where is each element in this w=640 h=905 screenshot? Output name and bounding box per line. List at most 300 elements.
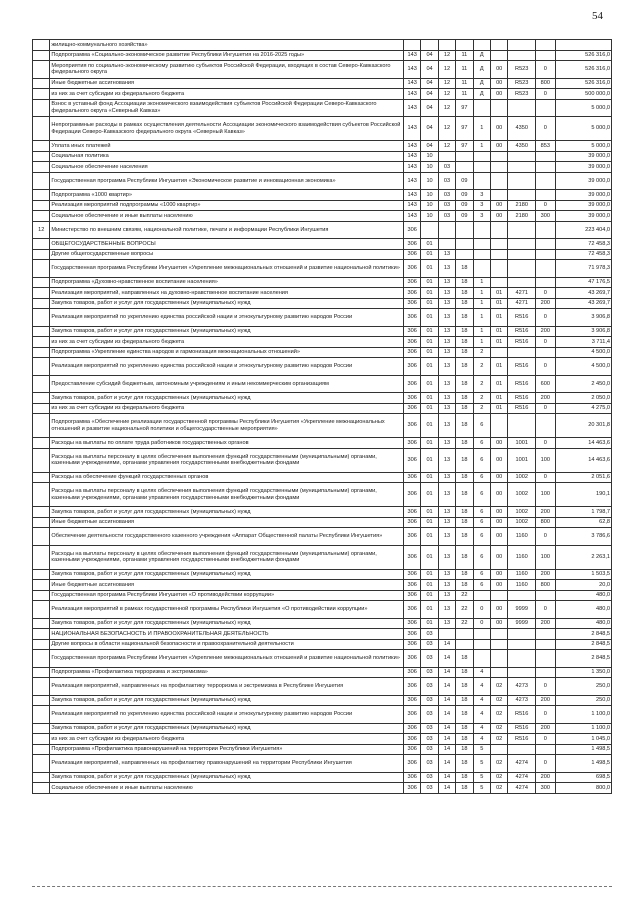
cell-no bbox=[33, 99, 50, 117]
cell-cs1: 18 bbox=[456, 545, 473, 569]
table-row bbox=[33, 783, 612, 794]
cell-ved: 306 bbox=[403, 528, 420, 546]
cell-name: Государственная программа Республики Ингушетия «Экономическое развитие и инновационная экономика» bbox=[50, 172, 404, 190]
cell-cs4 bbox=[508, 221, 536, 239]
table-row bbox=[33, 618, 612, 629]
cell-cs1: 18 bbox=[456, 569, 473, 580]
cell-pr: 13 bbox=[438, 249, 455, 260]
cell-no bbox=[33, 438, 50, 449]
cell-cs1: 18 bbox=[456, 277, 473, 288]
cell-cs3 bbox=[490, 744, 507, 755]
cell-sum: 62,8 bbox=[555, 517, 611, 528]
cell-pr bbox=[438, 239, 455, 250]
footer-divider bbox=[32, 886, 612, 887]
cell-pr: 13 bbox=[438, 326, 455, 337]
cell-rz: 03 bbox=[421, 772, 438, 783]
table-row bbox=[33, 472, 612, 483]
cell-cs2: Д bbox=[473, 50, 490, 61]
cell-cs2: 1 bbox=[473, 326, 490, 337]
cell-ved: 306 bbox=[403, 545, 420, 569]
cell-cs1: 18 bbox=[456, 667, 473, 678]
table-row bbox=[33, 40, 612, 51]
cell-cs4: 4350 bbox=[508, 141, 536, 152]
cell-rz: 01 bbox=[421, 288, 438, 299]
cell-no bbox=[33, 260, 50, 278]
cell-pr: 13 bbox=[438, 590, 455, 601]
cell-name: жилищно-коммунального хозяйства» bbox=[50, 40, 404, 51]
cell-no bbox=[33, 89, 50, 100]
cell-rz: 01 bbox=[421, 618, 438, 629]
cell-cs2: 1 bbox=[473, 309, 490, 327]
cell-cs4: R523 bbox=[508, 89, 536, 100]
cell-cs3: 01 bbox=[490, 358, 507, 376]
cell-rz: 04 bbox=[421, 50, 438, 61]
cell-cs2: 4 bbox=[473, 706, 490, 724]
cell-rz: 01 bbox=[421, 448, 438, 472]
cell-cs2: 2 bbox=[473, 347, 490, 358]
cell-pr: 13 bbox=[438, 393, 455, 404]
cell-ved: 306 bbox=[403, 601, 420, 619]
cell-vr: 0 bbox=[536, 734, 555, 745]
cell-cs4: 1160 bbox=[508, 545, 536, 569]
cell-name: Расходы на выплаты персоналу в целях обеспечения выполнения функций государственными (муниципальными) органами, казенными учреждениями, органами управления государственными внебюджетными фондами bbox=[50, 545, 404, 569]
cell-no bbox=[33, 211, 50, 222]
cell-rz: 03 bbox=[421, 678, 438, 696]
cell-vr bbox=[536, 414, 555, 438]
cell-cs3: 00 bbox=[490, 528, 507, 546]
cell-cs4: 4350 bbox=[508, 117, 536, 141]
cell-pr: 13 bbox=[438, 260, 455, 278]
cell-name: Подпрограмма «Укрепление единства народов и гармонизация межнациональных отношений» bbox=[50, 347, 404, 358]
cell-vr: 200 bbox=[536, 723, 555, 734]
cell-cs3 bbox=[490, 40, 507, 51]
cell-sum: 43 269,7 bbox=[555, 288, 611, 299]
cell-vr bbox=[536, 590, 555, 601]
cell-cs4: 1160 bbox=[508, 580, 536, 591]
cell-sum: 2 848,5 bbox=[555, 650, 611, 668]
cell-cs1: 18 bbox=[456, 375, 473, 393]
cell-pr: 13 bbox=[438, 298, 455, 309]
cell-pr: 13 bbox=[438, 309, 455, 327]
cell-cs4: R516 bbox=[508, 403, 536, 414]
cell-pr: 13 bbox=[438, 347, 455, 358]
cell-pr: 13 bbox=[438, 337, 455, 348]
cell-sum: 4 500,0 bbox=[555, 347, 611, 358]
cell-no bbox=[33, 403, 50, 414]
cell-no bbox=[33, 783, 50, 794]
cell-no bbox=[33, 517, 50, 528]
cell-pr: 14 bbox=[438, 667, 455, 678]
cell-rz: 01 bbox=[421, 601, 438, 619]
cell-cs3 bbox=[490, 590, 507, 601]
cell-name: из них за счет субсидии из федерального бюджета bbox=[50, 337, 404, 348]
cell-cs2: 4 bbox=[473, 723, 490, 734]
cell-cs3: 00 bbox=[490, 89, 507, 100]
cell-pr: 13 bbox=[438, 483, 455, 507]
cell-pr: 13 bbox=[438, 545, 455, 569]
cell-ved: 306 bbox=[403, 277, 420, 288]
cell-rz: 01 bbox=[421, 337, 438, 348]
cell-cs1: 18 bbox=[456, 414, 473, 438]
cell-cs4: R516 bbox=[508, 326, 536, 337]
cell-no bbox=[33, 723, 50, 734]
cell-ved: 306 bbox=[403, 639, 420, 650]
cell-cs1: 11 bbox=[456, 50, 473, 61]
cell-no bbox=[33, 117, 50, 141]
cell-rz: 01 bbox=[421, 403, 438, 414]
cell-ved: 306 bbox=[403, 650, 420, 668]
cell-cs1: 18 bbox=[456, 517, 473, 528]
cell-ved: 143 bbox=[403, 172, 420, 190]
cell-sum: 72 458,3 bbox=[555, 249, 611, 260]
cell-ved: 306 bbox=[403, 695, 420, 706]
cell-sum: 20 301,8 bbox=[555, 414, 611, 438]
table-row bbox=[33, 772, 612, 783]
cell-vr bbox=[536, 277, 555, 288]
cell-name: Закупка товаров, работ и услуг для государственных (муниципальных) нужд bbox=[50, 326, 404, 337]
cell-vr: 0 bbox=[536, 288, 555, 299]
cell-cs3: 00 bbox=[490, 472, 507, 483]
cell-vr: 600 bbox=[536, 375, 555, 393]
cell-cs4: 4274 bbox=[508, 772, 536, 783]
cell-pr: 12 bbox=[438, 99, 455, 117]
cell-sum: 698,5 bbox=[555, 772, 611, 783]
cell-name: Иные бюджетные ассигнования bbox=[50, 580, 404, 591]
cell-ved: 306 bbox=[403, 438, 420, 449]
cell-pr: 03 bbox=[438, 211, 455, 222]
cell-cs3 bbox=[490, 239, 507, 250]
cell-ved: 143 bbox=[403, 61, 420, 79]
cell-sum: 43 269,7 bbox=[555, 298, 611, 309]
cell-cs3 bbox=[490, 190, 507, 201]
cell-no bbox=[33, 472, 50, 483]
cell-vr: 800 bbox=[536, 580, 555, 591]
cell-no bbox=[33, 414, 50, 438]
cell-vr: 0 bbox=[536, 403, 555, 414]
cell-cs2: 5 bbox=[473, 744, 490, 755]
cell-name: Подпрограмма «Профилактика терроризма и экстремизма» bbox=[50, 667, 404, 678]
cell-cs3 bbox=[490, 249, 507, 260]
cell-rz: 03 bbox=[421, 650, 438, 668]
cell-cs4: R516 bbox=[508, 358, 536, 376]
cell-pr: 14 bbox=[438, 744, 455, 755]
cell-sum: 526 316,0 bbox=[555, 78, 611, 89]
table-row bbox=[33, 117, 612, 141]
cell-ved: 143 bbox=[403, 190, 420, 201]
cell-cs4 bbox=[508, 50, 536, 61]
cell-no bbox=[33, 309, 50, 327]
cell-cs4: 4274 bbox=[508, 755, 536, 773]
cell-no bbox=[33, 755, 50, 773]
table-row bbox=[33, 288, 612, 299]
cell-rz: 03 bbox=[421, 639, 438, 650]
cell-pr: 13 bbox=[438, 277, 455, 288]
cell-cs1: 18 bbox=[456, 678, 473, 696]
cell-ved: 306 bbox=[403, 706, 420, 724]
cell-rz: 10 bbox=[421, 162, 438, 173]
cell-pr: 13 bbox=[438, 375, 455, 393]
cell-sum: 500 000,0 bbox=[555, 89, 611, 100]
cell-pr: 13 bbox=[438, 403, 455, 414]
cell-rz: 03 bbox=[421, 783, 438, 794]
cell-ved: 306 bbox=[403, 667, 420, 678]
cell-cs4 bbox=[508, 190, 536, 201]
cell-cs1: 09 bbox=[456, 190, 473, 201]
cell-cs2 bbox=[473, 151, 490, 162]
cell-no bbox=[33, 347, 50, 358]
cell-cs2: 4 bbox=[473, 678, 490, 696]
cell-sum: 1 503,5 bbox=[555, 569, 611, 580]
cell-no bbox=[33, 61, 50, 79]
table-row bbox=[33, 190, 612, 201]
cell-name: Реализация мероприятий по укреплению единства российской нации и этнокультурному развитию народов России bbox=[50, 358, 404, 376]
cell-cs4: 1001 bbox=[508, 438, 536, 449]
cell-cs4 bbox=[508, 590, 536, 601]
cell-cs3: 00 bbox=[490, 141, 507, 152]
cell-cs4 bbox=[508, 260, 536, 278]
cell-ved: 306 bbox=[403, 517, 420, 528]
cell-vr: 300 bbox=[536, 211, 555, 222]
page-number: 54 bbox=[592, 10, 603, 22]
cell-pr: 13 bbox=[438, 569, 455, 580]
cell-cs3: 01 bbox=[490, 403, 507, 414]
cell-sum: 480,0 bbox=[555, 601, 611, 619]
cell-cs2 bbox=[473, 172, 490, 190]
cell-no bbox=[33, 337, 50, 348]
cell-rz: 01 bbox=[421, 580, 438, 591]
cell-cs4 bbox=[508, 151, 536, 162]
cell-rz: 03 bbox=[421, 695, 438, 706]
table-row bbox=[33, 78, 612, 89]
table-row bbox=[33, 517, 612, 528]
cell-cs4: R516 bbox=[508, 337, 536, 348]
cell-sum: 1 350,0 bbox=[555, 667, 611, 678]
cell-name: Государственная программа Республики Ингушетия «Укрепление межнациональных отношений и развитие национальной политики» bbox=[50, 260, 404, 278]
cell-name: Закупка товаров, работ и услуг для государственных (муниципальных) нужд bbox=[50, 772, 404, 783]
cell-rz: 10 bbox=[421, 200, 438, 211]
cell-sum: 39 000,0 bbox=[555, 190, 611, 201]
table-row bbox=[33, 507, 612, 518]
cell-cs2: 6 bbox=[473, 448, 490, 472]
cell-sum: 480,0 bbox=[555, 618, 611, 629]
cell-sum: 39 000,0 bbox=[555, 211, 611, 222]
cell-cs1: 18 bbox=[456, 472, 473, 483]
cell-cs1: 11 bbox=[456, 78, 473, 89]
cell-sum: 3 906,8 bbox=[555, 326, 611, 337]
cell-no bbox=[33, 667, 50, 678]
cell-cs1: 18 bbox=[456, 723, 473, 734]
cell-name: НАЦИОНАЛЬНАЯ БЕЗОПАСНОСТЬ И ПРАВООХРАНИТЕЛЬНАЯ ДЕЯТЕЛЬНОСТЬ bbox=[50, 629, 404, 640]
cell-sum: 14 463,6 bbox=[555, 438, 611, 449]
cell-cs3: 01 bbox=[490, 393, 507, 404]
cell-no bbox=[33, 239, 50, 250]
cell-cs2: 2 bbox=[473, 393, 490, 404]
cell-no bbox=[33, 678, 50, 696]
cell-cs1 bbox=[456, 221, 473, 239]
cell-cs3: 00 bbox=[490, 507, 507, 518]
cell-rz: 03 bbox=[421, 734, 438, 745]
cell-cs4 bbox=[508, 347, 536, 358]
cell-vr: 0 bbox=[536, 755, 555, 773]
table-row bbox=[33, 695, 612, 706]
cell-cs3: 00 bbox=[490, 483, 507, 507]
cell-ved: 306 bbox=[403, 375, 420, 393]
cell-cs4: R516 bbox=[508, 734, 536, 745]
cell-cs1: 18 bbox=[456, 783, 473, 794]
cell-pr: 14 bbox=[438, 734, 455, 745]
cell-cs3: 00 bbox=[490, 200, 507, 211]
cell-cs2 bbox=[473, 162, 490, 173]
cell-rz: 01 bbox=[421, 393, 438, 404]
cell-pr: 13 bbox=[438, 517, 455, 528]
cell-name: Расходы на выплаты персоналу в целях обеспечения выполнения функций государственными (муниципальными) органами, казенными учреждениями, органами управления государственными внебюджетными фондами bbox=[50, 448, 404, 472]
cell-cs4: 1002 bbox=[508, 517, 536, 528]
cell-ved: 306 bbox=[403, 772, 420, 783]
cell-name: Реализация мероприятий, направленных на профилактику правонарушений на территории Республики Ингушетия bbox=[50, 755, 404, 773]
cell-sum: 1 100,0 bbox=[555, 706, 611, 724]
cell-rz bbox=[421, 221, 438, 239]
cell-vr: 0 bbox=[536, 309, 555, 327]
cell-cs4 bbox=[508, 744, 536, 755]
cell-ved: 306 bbox=[403, 483, 420, 507]
cell-cs1: 09 bbox=[456, 200, 473, 211]
cell-sum: 5 000,0 bbox=[555, 141, 611, 152]
cell-sum: 2 263,1 bbox=[555, 545, 611, 569]
table-row bbox=[33, 200, 612, 211]
cell-ved: 306 bbox=[403, 723, 420, 734]
cell-cs4: 1160 bbox=[508, 569, 536, 580]
cell-rz: 04 bbox=[421, 99, 438, 117]
cell-pr: 12 bbox=[438, 78, 455, 89]
cell-cs2: 6 bbox=[473, 414, 490, 438]
table-row bbox=[33, 569, 612, 580]
cell-cs3: 01 bbox=[490, 309, 507, 327]
cell-no bbox=[33, 172, 50, 190]
cell-cs1: 18 bbox=[456, 695, 473, 706]
cell-sum: 1 045,0 bbox=[555, 734, 611, 745]
cell-pr: 14 bbox=[438, 772, 455, 783]
cell-cs3 bbox=[490, 99, 507, 117]
cell-cs4 bbox=[508, 639, 536, 650]
cell-cs2: 0 bbox=[473, 601, 490, 619]
cell-cs1: 18 bbox=[456, 403, 473, 414]
table-row bbox=[33, 755, 612, 773]
cell-cs3: 02 bbox=[490, 723, 507, 734]
cell-cs1: 09 bbox=[456, 211, 473, 222]
cell-sum: 39 000,0 bbox=[555, 172, 611, 190]
table-row bbox=[33, 678, 612, 696]
cell-no bbox=[33, 298, 50, 309]
cell-ved: 306 bbox=[403, 448, 420, 472]
cell-cs2: 6 bbox=[473, 545, 490, 569]
cell-sum: 2 450,0 bbox=[555, 375, 611, 393]
cell-cs3: 00 bbox=[490, 211, 507, 222]
cell-cs4: R523 bbox=[508, 61, 536, 79]
cell-cs1: 18 bbox=[456, 528, 473, 546]
cell-cs1: 18 bbox=[456, 298, 473, 309]
cell-rz: 04 bbox=[421, 78, 438, 89]
cell-cs3: 02 bbox=[490, 706, 507, 724]
cell-cs3: 00 bbox=[490, 517, 507, 528]
cell-rz: 01 bbox=[421, 239, 438, 250]
cell-cs2 bbox=[473, 650, 490, 668]
cell-cs1: 18 bbox=[456, 288, 473, 299]
cell-no bbox=[33, 580, 50, 591]
cell-ved: 306 bbox=[403, 783, 420, 794]
cell-sum: 47 176,5 bbox=[555, 277, 611, 288]
cell-cs1: 18 bbox=[456, 347, 473, 358]
cell-no bbox=[33, 151, 50, 162]
budget-table-body bbox=[33, 40, 612, 794]
cell-cs1: 18 bbox=[456, 580, 473, 591]
cell-name: из них за счет субсидии из федерального бюджета bbox=[50, 734, 404, 745]
cell-cs3: 02 bbox=[490, 783, 507, 794]
cell-name: Закупка товаров, работ и услуг для государственных (муниципальных) нужд bbox=[50, 393, 404, 404]
cell-cs3: 01 bbox=[490, 375, 507, 393]
cell-vr bbox=[536, 249, 555, 260]
cell-cs2: 1 bbox=[473, 298, 490, 309]
cell-ved: 306 bbox=[403, 580, 420, 591]
cell-rz: 01 bbox=[421, 483, 438, 507]
cell-name: Социальная политика bbox=[50, 151, 404, 162]
cell-ved: 306 bbox=[403, 347, 420, 358]
cell-name: Социальное обеспечение и иные выплаты населению bbox=[50, 783, 404, 794]
cell-cs2: 1 bbox=[473, 141, 490, 152]
cell-no bbox=[33, 375, 50, 393]
cell-vr bbox=[536, 99, 555, 117]
cell-pr: 13 bbox=[438, 438, 455, 449]
cell-name: Реализация мероприятий по укреплению единства российской нации и этнокультурному развитию народов России bbox=[50, 309, 404, 327]
cell-rz: 03 bbox=[421, 755, 438, 773]
cell-cs4: 2180 bbox=[508, 211, 536, 222]
cell-name: Предоставление субсидий бюджетным, автономным учреждениям и иным некоммерческим организациям bbox=[50, 375, 404, 393]
table-row bbox=[33, 326, 612, 337]
cell-cs2: 4 bbox=[473, 695, 490, 706]
table-row bbox=[33, 221, 612, 239]
cell-cs3: 00 bbox=[490, 117, 507, 141]
table-row bbox=[33, 667, 612, 678]
table-row bbox=[33, 448, 612, 472]
cell-no bbox=[33, 78, 50, 89]
table-row bbox=[33, 639, 612, 650]
cell-cs3: 00 bbox=[490, 61, 507, 79]
table-row bbox=[33, 309, 612, 327]
cell-no bbox=[33, 545, 50, 569]
cell-name: Расходы на выплаты персоналу в целях обеспечения выполнения функций государственными (муниципальными) органами, казенными учреждениями, органами управления государственными внебюджетными фондами bbox=[50, 483, 404, 507]
cell-cs2: 1 bbox=[473, 277, 490, 288]
cell-vr bbox=[536, 151, 555, 162]
cell-vr bbox=[536, 50, 555, 61]
cell-no bbox=[33, 393, 50, 404]
cell-vr bbox=[536, 744, 555, 755]
cell-ved: 143 bbox=[403, 50, 420, 61]
cell-pr bbox=[438, 221, 455, 239]
cell-cs2 bbox=[473, 590, 490, 601]
cell-no bbox=[33, 601, 50, 619]
cell-cs4: 1002 bbox=[508, 472, 536, 483]
cell-cs1: 18 bbox=[456, 772, 473, 783]
cell-cs3 bbox=[490, 162, 507, 173]
cell-cs3 bbox=[490, 50, 507, 61]
cell-cs2 bbox=[473, 99, 490, 117]
cell-pr: 13 bbox=[438, 288, 455, 299]
cell-cs3 bbox=[490, 347, 507, 358]
table-row bbox=[33, 358, 612, 376]
cell-cs2: 1 bbox=[473, 337, 490, 348]
cell-cs1: 22 bbox=[456, 590, 473, 601]
cell-rz: 01 bbox=[421, 545, 438, 569]
cell-cs2: Д bbox=[473, 89, 490, 100]
